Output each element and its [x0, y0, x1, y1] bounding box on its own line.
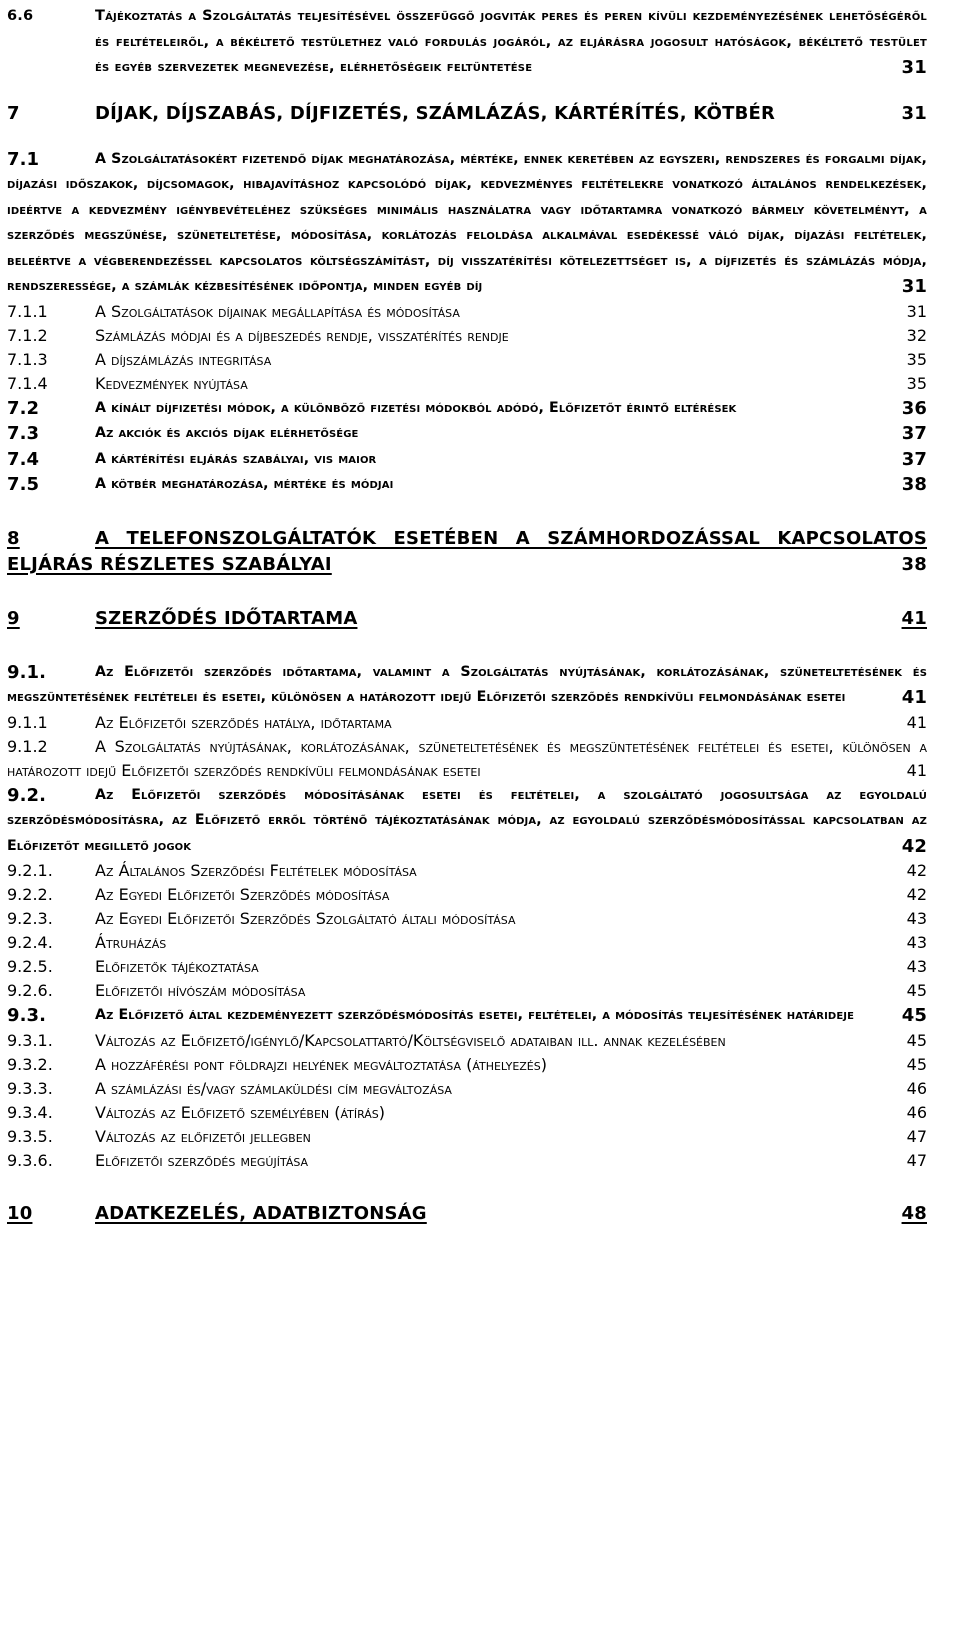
toc-page: 37 — [902, 421, 927, 447]
toc-page: 38 — [902, 472, 927, 498]
toc-page: 37 — [902, 447, 927, 473]
toc-number: 9.3.3. — [7, 1078, 53, 1098]
toc-page: 41 — [907, 711, 927, 735]
toc-page: 48 — [902, 1201, 927, 1227]
toc-number: 7.1.4 — [7, 373, 48, 393]
toc-title: A kínált díjfizetési módok, a különböző fizetési módokból adódó, Előfizetőt érintő eltérések — [95, 399, 737, 416]
toc-title: Átruházás — [95, 933, 167, 952]
toc-number: 7.4 — [7, 448, 40, 470]
toc-entry-6-6[interactable] — [7, 4, 927, 81]
toc-title: Az Előfizetői szerződés módosításának esetei és feltételei, a szolgáltató jogosultsága az egyoldalú szerződésmódosításra, az Előfizető erről történő tájékoztatásának módja, az egyoldalú szerződésmódosítással kapcsolatban az Előfizetőt megillető jogok — [7, 786, 927, 854]
toc-page: 35 — [907, 372, 927, 396]
toc-number: 7.3 — [7, 423, 40, 444]
toc-title: Előfizetői hívószám módosítása — [95, 981, 306, 1000]
toc-title: Az Előfizetői szerződés időtartama, valamint a Szolgáltatás nyújtásának, korlátozásának, szüneteltetésének és megszüntetésének feltételei és esetei, különösen a határozott idejű Előfizetői szerződés rendkívüli felmondásának esetei — [7, 663, 927, 705]
toc-number: 9 — [7, 607, 20, 629]
toc-entry-7-3[interactable] — [7, 421, 927, 447]
toc-page: 41 — [907, 759, 927, 783]
toc-page: 47 — [907, 1149, 927, 1173]
toc-title: ADATKEZELÉS, ADATBIZTONSÁG — [95, 1202, 427, 1224]
toc-title: Az Előfizetői szerződés hatálya, időtartama — [95, 712, 392, 732]
toc-page: 47 — [907, 1125, 927, 1149]
toc-page: 45 — [907, 979, 927, 1003]
toc-entry-7-5[interactable] — [7, 472, 927, 498]
toc-entry-9-2-3[interactable] — [7, 907, 927, 931]
toc-entry-9-1-1[interactable] — [7, 711, 927, 735]
toc-entry-7-1-3[interactable] — [7, 348, 927, 372]
toc-entry-9-2-1[interactable] — [7, 859, 927, 883]
toc-entry-7[interactable] — [7, 102, 927, 126]
toc-page: 46 — [907, 1077, 927, 1101]
toc-page: 45 — [907, 1029, 927, 1053]
toc-title: A hozzáférési pont földrajzi helyének megváltoztatása (áthelyezés) — [95, 1054, 547, 1074]
toc-number: 7.1 — [7, 148, 40, 170]
toc-number: 9.3.1. — [7, 1030, 53, 1050]
toc-title: A TELEFONSZOLGÁLTATÓK ESETÉBEN A SZÁMHORDOZÁSSAL KAPCSOLATOS ELJÁRÁS RÉSZLETES SZABÁLYAI — [7, 527, 927, 575]
toc-page: 31 — [902, 274, 927, 300]
toc-entry-10[interactable] — [7, 1201, 927, 1227]
toc-number: 7.1.2 — [7, 325, 48, 345]
toc-page: 31 — [901, 102, 927, 124]
toc-number: 7.5 — [7, 474, 40, 495]
toc-number: 7.1.3 — [7, 349, 48, 369]
toc-number: 9.2. — [7, 784, 47, 806]
toc-entry-8[interactable] — [7, 526, 927, 578]
toc-entry-9-2-4[interactable] — [7, 931, 927, 955]
toc-entry-9-3-5[interactable] — [7, 1125, 927, 1149]
toc-number: 9.2.5. — [7, 957, 53, 976]
toc-title: A Szolgáltatások díjainak megállapítása és módosítása — [95, 301, 460, 321]
toc-number: 9.3.4. — [7, 1102, 53, 1122]
toc-entry-9[interactable] — [7, 606, 927, 632]
toc-title: SZERZŐDÉS IDŐTARTAMA — [95, 607, 358, 629]
toc-title: A számlázási és/vagy számlaküldési cím megváltozása — [95, 1078, 452, 1098]
toc-title: Előfizetők tájékoztatása — [95, 957, 259, 976]
toc-number: 10 — [7, 1202, 33, 1224]
toc-entry-7-1-2[interactable] — [7, 324, 927, 348]
toc-entry-9-2-5[interactable] — [7, 955, 927, 979]
toc-title: Tájékoztatás a Szolgáltatás teljesítésével összefüggő jogviták peres és peren kívüli kezdeményezésének lehetőségéről és feltételeiről, a békéltető testülethez való fordulás jogáról, az eljárásra jogosult hatóságok, békéltető testület és egyéb szervezetek megnevezése, elérhetőségeik feltüntetése — [95, 8, 927, 75]
toc-title: Változás az előfizetői jellegben — [95, 1126, 311, 1146]
table-of-contents — [7, 4, 927, 1227]
toc-title: Változás az Előfizető személyében (átírás) — [95, 1102, 386, 1122]
toc-entry-7-2[interactable] — [7, 396, 927, 422]
toc-entry-9-3-1[interactable] — [7, 1029, 927, 1053]
toc-entry-9-2-2[interactable] — [7, 883, 927, 907]
toc-page: 46 — [907, 1101, 927, 1125]
toc-title: A Szolgáltatás nyújtásának, korlátozásának, szüneteltetésének és megszüntetésének feltételei és esetei, különösen a határozott idejű Előfizetői szerződés rendkívüli felmondásának esetei — [7, 736, 927, 780]
toc-page: 43 — [907, 907, 927, 931]
toc-title: Előfizetői szerződés megújítása — [95, 1150, 309, 1170]
toc-page: 38 — [902, 552, 927, 578]
toc-page: 36 — [902, 396, 927, 422]
toc-title: Az akciók és akciós díjak elérhetősége — [95, 425, 359, 441]
toc-number: 9.2.6. — [7, 981, 53, 1000]
toc-number: 9.1.2 — [7, 736, 48, 756]
toc-title: DÍJAK, DÍJSZABÁS, DÍJFIZETÉS, SZÁMLÁZÁS, KÁRTÉRÍTÉS, KÖTBÉR — [95, 102, 776, 124]
toc-title: A kötbér meghatározása, mértéke és módjai — [95, 476, 394, 492]
toc-number: 9.1.1 — [7, 712, 48, 732]
toc-page: 35 — [907, 348, 927, 372]
toc-entry-9-2-6[interactable] — [7, 979, 927, 1003]
toc-page: 43 — [907, 931, 927, 955]
toc-entry-7-1-4[interactable] — [7, 372, 927, 396]
toc-number: 7.1.1 — [7, 301, 48, 321]
toc-page: 31 — [902, 55, 927, 81]
toc-title: Az Egyedi Előfizetői Szerződés módosítása — [95, 885, 390, 904]
toc-title: A Szolgáltatásokért fizetendő díjak meghatározása, mértéke, ennek keretében az egyszeri, rendszeres és forgalmi díjak, díjazási időszakok, díjcsomagok, hibajavításhoz kapcsolódó díjak, kedvezményes feltételekre vonatkozó általános rendelkezések, ideértve a kedvezmény igénybevételéhez szükséges minimális használatra vagy időtartamra vonatkozó bármely követelményt, a szerződés megszűnése, szüneteltetése, módosítása, korlátozás feloldása alkalmával esedékessé váló díjak, díjazási feltételek, beleértve a végberendezéssel kapcsolatos költségszámítást, díj visszatérítési kötelezettséget is, a díjfizetés és számlázás módja, rendszeressége, a számlák kézbesítésének időpontja, minden egyéb díj — [7, 150, 927, 294]
toc-entry-9-3[interactable] — [7, 1003, 927, 1029]
toc-page: 42 — [907, 883, 927, 907]
toc-entry-7-1-1[interactable] — [7, 300, 927, 324]
toc-page: 42 — [902, 834, 927, 860]
toc-title: Az Előfizető által kezdeményezett szerződésmódosítás esetei, feltételei, a módosítás teljesítésének határideje — [95, 1007, 855, 1023]
toc-title: A kártérítési eljárás szabályai, vis maior — [95, 450, 377, 467]
toc-entry-7-1[interactable] — [7, 147, 927, 300]
toc-page: 31 — [907, 300, 927, 324]
toc-number: 9.3. — [7, 1005, 47, 1026]
toc-number: 9.2.3. — [7, 909, 53, 928]
toc-page: 41 — [902, 606, 927, 632]
toc-entry-9-2[interactable] — [7, 783, 927, 860]
toc-number: 7.2 — [7, 397, 40, 419]
toc-entry-9-1-2[interactable] — [7, 735, 927, 783]
toc-entry-7-4[interactable] — [7, 447, 927, 473]
toc-title: Kedvezmények nyújtása — [95, 373, 248, 393]
toc-page: 45 — [907, 1053, 927, 1077]
toc-entry-9-3-3[interactable] — [7, 1077, 927, 1101]
toc-entry-9-3-6[interactable] — [7, 1149, 927, 1173]
toc-number: 6.6 — [7, 8, 34, 24]
toc-number: 9.3.5. — [7, 1126, 53, 1146]
toc-number: 9.2.2. — [7, 885, 53, 904]
toc-page: 43 — [907, 955, 927, 979]
toc-number: 9.1. — [7, 661, 47, 683]
toc-page: 45 — [902, 1003, 927, 1029]
toc-page: 41 — [902, 685, 927, 711]
toc-title: A díjszámlázás integritása — [95, 349, 272, 369]
toc-number: 7 — [7, 102, 20, 124]
toc-entry-9-1[interactable] — [7, 660, 927, 711]
toc-entry-9-3-2[interactable] — [7, 1053, 927, 1077]
toc-title: Változás az Előfizető/igénylő/Kapcsolattartó/Költségviselő adataiban ill. annak kezelésében — [95, 1030, 726, 1050]
toc-number: 9.3.6. — [7, 1150, 53, 1170]
toc-number: 8 — [7, 527, 20, 549]
toc-entry-9-3-4[interactable] — [7, 1101, 927, 1125]
toc-title: Az Általános Szerződési Feltételek módosítása — [95, 861, 417, 880]
toc-title: Az Egyedi Előfizetői Szerződés Szolgáltató általi módosítása — [95, 909, 516, 928]
toc-number: 9.2.1. — [7, 861, 53, 880]
toc-number: 9.3.2. — [7, 1054, 53, 1074]
toc-page: 42 — [907, 859, 927, 883]
toc-title: Számlázás módjai és a díjbeszedés rendje, visszatérítés rendje — [95, 325, 509, 345]
toc-page: 32 — [907, 324, 927, 348]
toc-number: 9.2.4. — [7, 933, 53, 952]
